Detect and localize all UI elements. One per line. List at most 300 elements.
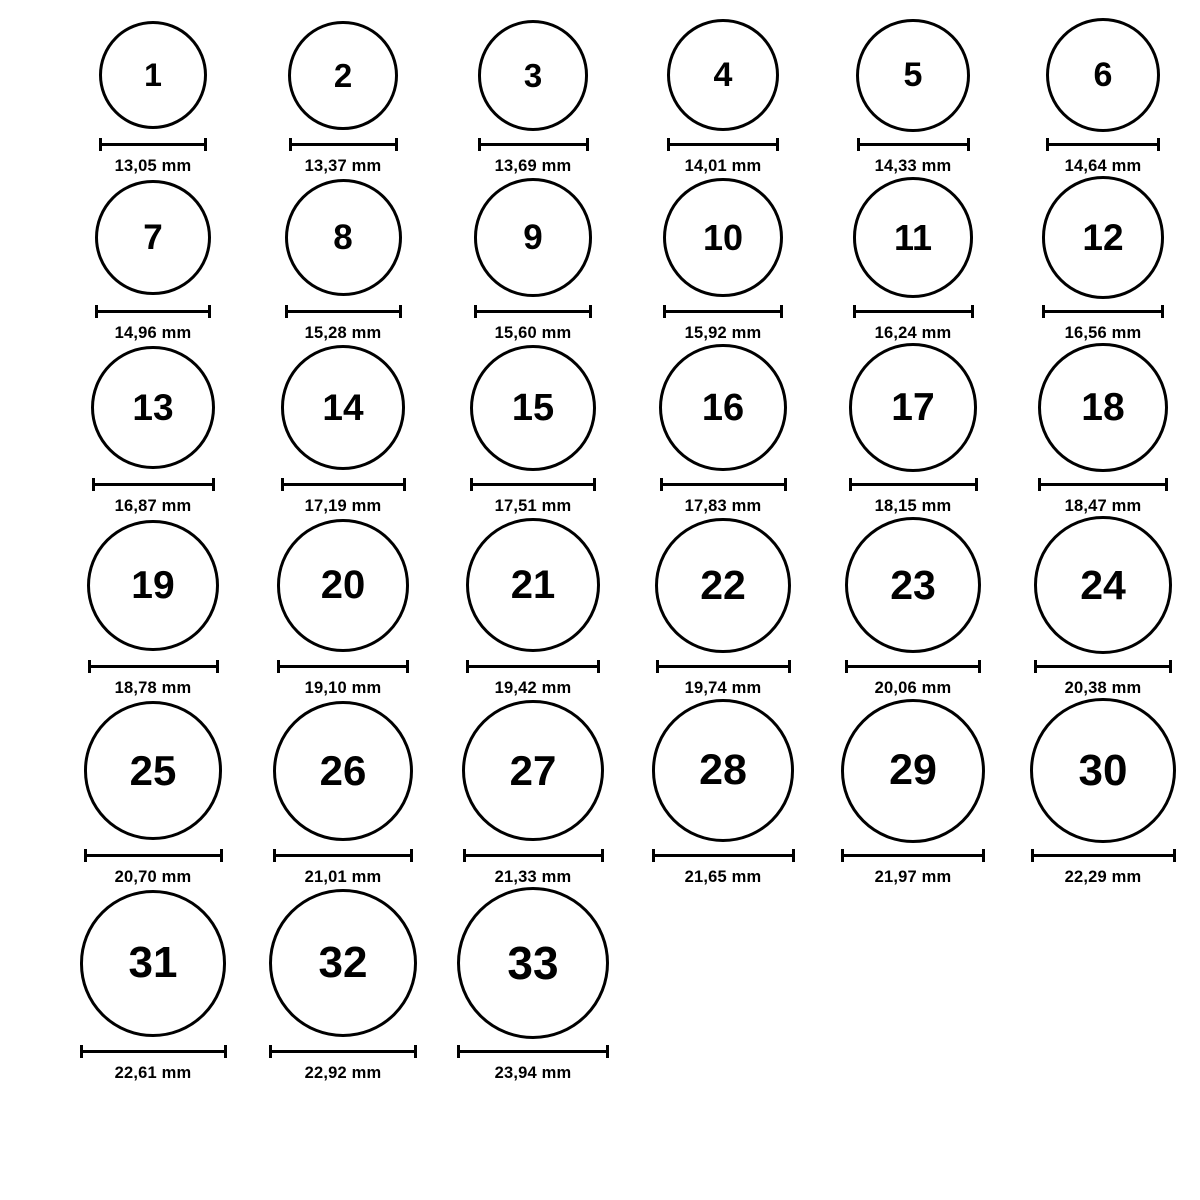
ring-size-cell [438,698,628,887]
ring-circle-area [652,698,795,843]
ring-circle-area [470,343,596,473]
ring-circle-area [277,516,409,654]
ring-size-cell [818,176,1008,342]
ring-size-number: 28 [699,746,747,795]
ring-circle [652,699,795,842]
measure-tick-left [470,478,473,491]
ring-size-cell [58,516,248,698]
diameter-label: 22,29 mm [1064,868,1142,887]
ring-size-cell [1008,176,1198,342]
diameter-label: 18,47 mm [1064,497,1142,516]
ring-circle-area [1042,176,1164,298]
measure-tick-left [1042,305,1045,318]
measure-line [95,310,211,313]
ring-size-number: 27 [509,746,557,794]
ring-circle [84,701,223,840]
measure-tick-right [606,1045,609,1058]
ring-circle [87,520,218,651]
measure-tick-right [589,305,592,318]
measure-tick-right [204,138,207,151]
ring-circle-area [845,516,981,654]
ring-circle [99,21,207,129]
measure-line [1042,310,1164,313]
diameter-measure-bar [84,849,223,861]
measure-tick-right [399,305,402,318]
measure-tick-left [273,849,276,862]
measure-line [656,665,791,668]
measure-tick-left [663,305,666,318]
measure-tick-left [1034,660,1037,673]
ring-size-number: 26 [319,746,367,794]
ring-size-cell [248,343,438,517]
measure-line [667,143,779,146]
measure-tick-right [406,660,409,673]
diameter-label: 15,28 mm [304,323,382,342]
measure-tick-left [466,660,469,673]
diameter-measure-bar [656,660,791,672]
ring-circle [1042,176,1164,298]
ring-size-number: 3 [523,56,543,94]
ring-size-number: 5 [903,56,923,95]
measure-line [1031,854,1176,857]
ring-circle-area [1046,18,1160,132]
diameter-label: 13,05 mm [114,157,192,176]
ring-size-cell [438,176,628,342]
ring-circle-area [655,516,790,654]
ring-circle [273,701,413,841]
diameter-label: 17,83 mm [684,497,762,516]
measure-tick-left [478,138,481,151]
ring-size-row [0,698,1200,887]
measure-line [281,483,406,486]
ring-circle-area [91,343,214,473]
diameter-measure-bar [474,305,592,317]
ring-size-cell [818,343,1008,517]
ring-circle [457,887,609,1039]
ring-size-cell [628,176,818,342]
measure-tick-right [1173,849,1176,862]
ring-size-cell [438,343,628,517]
measure-line [1038,483,1168,486]
measure-tick-right [601,849,604,862]
ring-circle-area [269,887,417,1039]
measure-tick-left [281,478,284,491]
ring-size-cell [58,343,248,517]
diameter-measure-bar [92,478,215,490]
ring-size-number: 23 [890,561,936,608]
ring-circle-area [457,887,609,1039]
diameter-label: 21,65 mm [684,868,762,887]
ring-size-cell [438,887,628,1083]
ring-circle [478,20,589,131]
measure-line [92,483,215,486]
ring-size-cell [818,698,1008,887]
ring-size-number: 9 [523,218,543,257]
measure-tick-right [1161,305,1164,318]
diameter-label: 13,69 mm [494,157,572,176]
diameter-label: 19,74 mm [684,679,762,698]
measure-tick-right [224,1045,227,1058]
measure-tick-right [971,305,974,318]
measure-tick-left [95,305,98,318]
ring-circle-area [659,343,786,473]
measure-line [853,310,974,313]
diameter-measure-bar [1034,660,1172,672]
ring-size-number: 20 [320,563,366,608]
measure-line [80,1050,227,1053]
diameter-measure-bar [853,305,974,317]
ring-size-row [0,343,1200,517]
ring-circle [281,345,406,470]
measure-line [466,665,600,668]
diameter-measure-bar [470,478,596,490]
diameter-measure-bar [841,849,985,861]
diameter-label: 21,97 mm [874,868,952,887]
ring-size-cell [248,698,438,887]
ring-circle-area [667,18,779,132]
ring-circle [1030,698,1175,843]
ring-circle [95,180,211,296]
ring-circle [845,517,981,653]
diameter-measure-bar [95,305,211,317]
diameter-label: 17,19 mm [304,497,382,516]
diameter-label: 19,10 mm [304,679,382,698]
measure-tick-right [978,660,981,673]
ring-circle-area [841,698,985,843]
ring-size-cell [1008,516,1198,698]
measure-tick-right [1169,660,1172,673]
diameter-measure-bar [1031,849,1176,861]
measure-tick-right [216,660,219,673]
measure-tick-left [84,849,87,862]
ring-circle-area [1034,516,1172,654]
diameter-label: 23,94 mm [494,1064,572,1083]
diameter-label: 16,24 mm [874,323,952,342]
ring-size-row [0,176,1200,342]
ring-circle-area [87,516,218,654]
ring-circle [277,519,409,651]
measure-tick-right [208,305,211,318]
ring-circle [655,518,790,653]
ring-size-number: 32 [318,938,368,988]
ring-circle [91,346,214,469]
ring-circle-area [1030,698,1175,843]
ring-circle [841,699,985,843]
ring-size-number: 18 [1081,386,1125,430]
ring-size-cell [248,516,438,698]
measure-tick-left [845,660,848,673]
ring-circle [474,178,592,296]
ring-size-cell [628,18,818,176]
diameter-label: 19,42 mm [494,679,572,698]
measure-line [277,665,409,668]
measure-line [99,143,207,146]
measure-tick-right [982,849,985,862]
measure-line [845,665,981,668]
ring-size-row [0,18,1200,176]
diameter-measure-bar [285,305,402,317]
ring-circle [849,343,978,472]
diameter-measure-bar [1042,305,1164,317]
ring-size-number: 12 [1082,217,1124,258]
measure-line [285,310,402,313]
measure-tick-left [80,1045,83,1058]
measure-tick-right [792,849,795,862]
measure-line [857,143,970,146]
diameter-measure-bar [277,660,409,672]
ring-size-number: 31 [128,938,178,988]
measure-tick-right [593,478,596,491]
ring-circle [470,345,596,471]
ring-circle-area [663,176,783,298]
ring-size-cell [628,698,818,887]
diameter-measure-bar [88,660,219,672]
measure-tick-left [1031,849,1034,862]
diameter-label: 16,87 mm [114,497,192,516]
measure-tick-right [780,305,783,318]
ring-size-number: 1 [144,57,162,94]
diameter-measure-bar [1038,478,1168,490]
ring-circle-area [288,18,397,132]
measure-tick-left [474,305,477,318]
ring-circle-area [80,887,227,1039]
measure-tick-left [277,660,280,673]
ring-size-number: 22 [700,561,746,608]
measure-line [457,1050,609,1053]
diameter-label: 20,70 mm [114,868,192,887]
ring-circle-area [849,343,978,473]
diameter-measure-bar [663,305,783,317]
ring-circle-area [95,176,211,298]
ring-size-number: 17 [891,386,935,430]
diameter-label: 18,15 mm [874,497,952,516]
ring-size-number: 6 [1093,56,1113,95]
ring-size-number: 2 [333,56,353,94]
measure-tick-right [586,138,589,151]
ring-size-number: 25 [129,746,177,794]
measure-tick-left [652,849,655,862]
measure-tick-right [1157,138,1160,151]
ring-circle [853,177,974,298]
ring-circle [1034,516,1172,654]
measure-tick-right [784,478,787,491]
measure-line [84,854,223,857]
ring-size-row [0,887,1200,1083]
measure-line [841,854,985,857]
ring-circle-area [285,176,402,298]
ring-circle-area [474,176,592,298]
ring-circle-area [856,18,969,132]
ring-circle-area [478,18,589,132]
diameter-measure-bar [667,138,779,150]
diameter-label: 16,56 mm [1064,323,1142,342]
diameter-label: 14,01 mm [684,157,762,176]
measure-tick-left [660,478,663,491]
ring-circle [667,19,779,131]
diameter-measure-bar [857,138,970,150]
ring-circle [288,21,397,130]
ring-size-cell [628,516,818,698]
diameter-measure-bar [466,660,600,672]
diameter-label: 17,51 mm [494,497,572,516]
diameter-label: 21,33 mm [494,868,572,887]
measure-tick-right [788,660,791,673]
measure-line [470,483,596,486]
measure-line [463,854,604,857]
ring-size-cell [818,516,1008,698]
ring-size-number: 21 [510,563,556,608]
ring-size-number: 10 [702,216,744,258]
measure-tick-left [656,660,659,673]
measure-tick-left [463,849,466,862]
ring-size-cell [1008,343,1198,517]
measure-tick-left [457,1045,460,1058]
diameter-label: 20,06 mm [874,679,952,698]
ring-size-number: 24 [1080,561,1126,608]
measure-tick-left [99,138,102,151]
measure-tick-left [269,1045,272,1058]
measure-line [849,483,978,486]
diameter-label: 13,37 mm [304,157,382,176]
diameter-label: 14,96 mm [114,323,192,342]
ring-circle [462,700,603,841]
diameter-measure-bar [269,1045,417,1057]
measure-tick-right [410,849,413,862]
ring-size-number: 15 [511,386,555,429]
ring-circle [269,889,417,1037]
diameter-measure-bar [478,138,589,150]
ring-size-number: 30 [1078,745,1128,795]
ring-circle [659,344,786,471]
ring-size-number: 29 [889,746,937,795]
measure-tick-right [414,1045,417,1058]
measure-tick-right [1165,478,1168,491]
diameter-label: 15,92 mm [684,323,762,342]
ring-size-number: 33 [507,937,559,990]
measure-tick-left [289,138,292,151]
diameter-label: 21,01 mm [304,868,382,887]
diameter-measure-bar [1046,138,1160,150]
ring-size-cell [248,887,438,1083]
ring-size-cell [58,887,248,1083]
diameter-measure-bar [652,849,795,861]
diameter-label: 15,60 mm [494,323,572,342]
measure-tick-right [967,138,970,151]
measure-line [660,483,787,486]
ring-circle [663,178,783,298]
diameter-measure-bar [845,660,981,672]
measure-tick-left [857,138,860,151]
ring-circle-area [273,698,413,843]
ring-size-cell [438,516,628,698]
diameter-measure-bar [849,478,978,490]
measure-tick-left [841,849,844,862]
diameter-label: 14,64 mm [1064,157,1142,176]
measure-tick-left [1046,138,1049,151]
measure-tick-left [1038,478,1041,491]
ring-size-number: 19 [131,563,175,607]
measure-tick-left [88,660,91,673]
diameter-measure-bar [99,138,207,150]
measure-line [289,143,398,146]
ring-circle-area [1038,343,1168,473]
measure-line [1046,143,1160,146]
ring-size-row [0,516,1200,698]
measure-tick-left [849,478,852,491]
measure-tick-right [975,478,978,491]
measure-line [474,310,592,313]
measure-line [663,310,783,313]
measure-tick-left [853,305,856,318]
ring-size-cell [1008,18,1198,176]
ring-size-cell [248,18,438,176]
ring-size-number: 7 [143,218,163,257]
ring-size-number: 14 [322,387,364,429]
ring-size-cell [818,18,1008,176]
measure-tick-left [92,478,95,491]
diameter-label: 22,92 mm [304,1064,382,1083]
measure-line [269,1050,417,1053]
ring-size-number: 11 [893,216,933,258]
ring-size-cell [58,18,248,176]
diameter-measure-bar [281,478,406,490]
ring-circle [80,890,227,1037]
measure-line [88,665,219,668]
measure-tick-right [212,478,215,491]
ring-circle-area [853,176,974,298]
ring-size-cell [58,698,248,887]
diameter-label: 14,33 mm [874,157,952,176]
ring-size-number: 4 [713,56,733,95]
ring-circle-area [99,18,207,132]
ring-size-cell [438,18,628,176]
measure-tick-right [776,138,779,151]
ring-circle [856,19,969,132]
diameter-label: 20,38 mm [1064,679,1142,698]
ring-size-number: 16 [701,386,745,429]
ring-circle [1046,18,1160,132]
measure-line [652,854,795,857]
ring-circle-area [281,343,406,473]
measure-line [478,143,589,146]
ring-circle-area [462,698,603,843]
measure-tick-right [220,849,223,862]
diameter-label: 18,78 mm [114,679,192,698]
ring-size-cell [628,343,818,517]
ring-size-cell [248,176,438,342]
measure-line [273,854,413,857]
ring-circle [466,518,600,652]
diameter-measure-bar [289,138,398,150]
ring-circle-area [84,698,223,843]
diameter-label: 22,61 mm [114,1064,192,1083]
diameter-measure-bar [463,849,604,861]
ring-size-cell [58,176,248,342]
measure-line [1034,665,1172,668]
ring-circle [1038,343,1168,473]
ring-size-number: 13 [132,387,174,429]
measure-tick-right [403,478,406,491]
measure-tick-left [285,305,288,318]
diameter-measure-bar [80,1045,227,1057]
ring-circle-area [466,516,600,654]
ring-circle [285,179,402,296]
diameter-measure-bar [457,1045,609,1057]
measure-tick-left [667,138,670,151]
diameter-measure-bar [273,849,413,861]
measure-tick-right [395,138,398,151]
measure-tick-right [597,660,600,673]
